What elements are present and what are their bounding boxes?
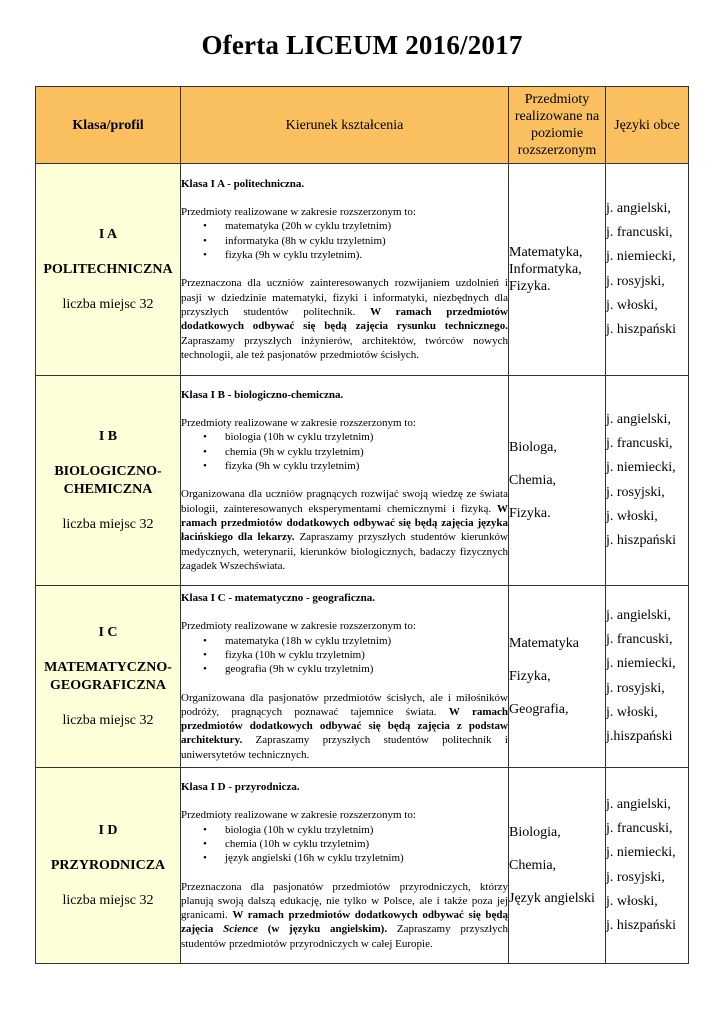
language: j. hiszpański: [606, 322, 676, 338]
list-item: • fizyka (9h w cyklu trzyletnim).: [225, 248, 508, 262]
description-title: Klasa I A - politechniczna.: [181, 177, 305, 190]
list-item: • chemia (9h w cyklu trzyletnim): [225, 445, 508, 459]
language: j. włoski,: [606, 893, 658, 909]
class-name: I D: [98, 822, 118, 838]
language: j. rosyjski,: [606, 680, 665, 696]
subject-list: [181, 823, 508, 866]
class-name: I B: [98, 428, 118, 444]
subjects-cell: [509, 586, 606, 768]
list-item: • geografia (9h w cyklu trzyletnim): [225, 662, 508, 676]
subject: Język angielski: [509, 891, 595, 906]
language: j. włoski,: [606, 704, 658, 720]
class-name: I A: [98, 226, 118, 242]
languages-cell: [606, 768, 689, 964]
subject: Fizyka,: [509, 669, 551, 684]
language: j. francuski,: [606, 435, 673, 451]
description-cell: [181, 768, 509, 964]
description-paragraph: Przeznaczona dla uczniów zainteresowanych rozwijaniem uzdolnień i pasji w dziedzinie matematyki, fizyki i informatyki, niezbędnych dla przyszłych studentów politechnik. W ramach przedmiotów dodatkowych odbywać się będą zajęcia rysunku technicznego. Zapraszamy przyszłych inżynierów, architektów, twórców nowych technologii, ale też pasjonatów przedmiotów ścisłych.: [181, 277, 508, 361]
language: j. włoski,: [606, 297, 658, 313]
seats-count: liczba miejsc 32: [62, 516, 154, 532]
list-item: • biologia (10h w cyklu trzyletnim): [225, 430, 508, 444]
language: j. angielski,: [606, 200, 671, 216]
table-row: [36, 768, 689, 964]
language: j. angielski,: [606, 796, 671, 812]
languages-cell: [606, 586, 689, 768]
description-cell: [181, 586, 509, 768]
language: j. rosyjski,: [606, 273, 665, 289]
language: j. francuski,: [606, 820, 673, 836]
language: j. włoski,: [606, 508, 658, 524]
subjects-cell: [509, 164, 606, 376]
subject-list: [181, 634, 508, 677]
class-cell: [36, 164, 181, 376]
description-paragraph: Przeznaczona dla pasjonatów przedmiotów przyrodniczych, którzy planują swoją dalszą edukację, nie tylko w Polsce, ale i także poza jej granicami. W ramach przedmiotów dodatkowych odbywać się będą zajęcia Science (w języku angielskim). Zapraszamy przyszłych studentów przedmiotów przyrodniczych w całej Europie.: [181, 880, 508, 950]
subject-list: [181, 430, 508, 473]
language: j. angielski,: [606, 607, 671, 623]
list-item: • fizyka (9h w cyklu trzyletnim): [225, 459, 508, 473]
language: j.hiszpański: [606, 729, 673, 745]
description-intro: Przedmioty realizowane w zakresie rozszerzonym to:: [181, 206, 416, 219]
subject: Matematyka,: [509, 245, 583, 260]
header-jezyki: Języki obce: [606, 87, 689, 164]
language: j. rosyjski,: [606, 869, 665, 885]
class-cell: [36, 376, 181, 586]
seats-count: liczba miejsc 32: [62, 296, 154, 312]
languages-cell: [606, 376, 689, 586]
language: j. hiszpański: [606, 918, 676, 934]
description-intro: Przedmioty realizowane w zakresie rozszerzonym to:: [181, 809, 416, 822]
subject: Geografia,: [509, 702, 569, 717]
header-kierunek: Kierunek kształcenia: [181, 87, 509, 164]
languages-cell: [606, 164, 689, 376]
subject: Chemia,: [509, 473, 557, 488]
offer-table: [35, 86, 689, 964]
subject: Informatyka,: [509, 262, 582, 277]
subjects-cell: [509, 376, 606, 586]
description-paragraph: Organizowana dla uczniów pragnących rozwijać swoją wiedzę ze świata biologii, zainteresowanych eksperymentami chemicznymi i fizyką. W ramach przedmiotów dodatkowych odbywać się będą zajęcia języka łacińskiego dla lekarzy. Zapraszamy przyszłych studentów kierunków medycznych, weterynarii, kierunków biologicznych, badaczy fizycznych zagadek Wszechświata.: [181, 488, 508, 572]
description-title: Klasa I D - przyrodnicza.: [181, 781, 300, 794]
language: j. niemiecki,: [606, 249, 676, 265]
language: j. francuski,: [606, 224, 673, 240]
class-name: I C: [98, 624, 118, 640]
subjects-cell: [509, 768, 606, 964]
class-cell: [36, 586, 181, 768]
description-cell: [181, 164, 509, 376]
class-cell: [36, 768, 181, 964]
profile-name: POLITECHNICZNA: [43, 261, 173, 277]
list-item: • matematyka (20h w cyklu trzyletnim): [225, 219, 508, 233]
description-intro: Przedmioty realizowane w zakresie rozszerzonym to:: [181, 620, 416, 633]
table-row: [36, 376, 689, 586]
list-item: • matematyka (18h w cyklu trzyletnim): [225, 634, 508, 648]
profile-name: BIOLOGICZNO-CHEMICZNA: [54, 463, 162, 497]
language: j. niemiecki,: [606, 845, 676, 861]
subject-list: [181, 219, 508, 262]
header-row: [36, 87, 689, 164]
profile-name: MATEMATYCZNO-GEOGRAFICZNA: [44, 659, 172, 693]
subject: Biologa,: [509, 440, 557, 455]
description-title: Klasa I C - matematyczno - geograficzna.: [181, 592, 375, 605]
profile-name: PRZYRODNICZA: [50, 857, 166, 873]
seats-count: liczba miejsc 32: [62, 892, 154, 908]
subject: Biologia,: [509, 825, 561, 840]
subject: Fizyka.: [509, 279, 551, 294]
table-row: [36, 586, 689, 768]
subject: Fizyka.: [509, 506, 551, 521]
language: j. angielski,: [606, 411, 671, 427]
subject: Matematyka: [509, 636, 579, 651]
description-intro: Przedmioty realizowane w zakresie rozszerzonym to:: [181, 417, 416, 430]
list-item: • informatyka (8h w cyklu trzyletnim): [225, 234, 508, 248]
list-item: • biologia (10h w cyklu trzyletnim): [225, 823, 508, 837]
list-item: • fizyka (10h w cyklu trzyletnim): [225, 648, 508, 662]
page-title: Oferta LICEUM 2016/2017: [201, 30, 523, 60]
list-item: • chemia (10h w cyklu trzyletnim): [225, 837, 508, 851]
language: j. niemiecki,: [606, 656, 676, 672]
seats-count: liczba miejsc 32: [62, 712, 154, 728]
description-cell: [181, 376, 509, 586]
header-przedmioty: Przedmioty realizowane na poziomie rozszerzonym: [509, 87, 606, 164]
list-item: • język angielski (16h w cyklu trzyletnim): [225, 851, 508, 865]
description-paragraph: Organizowana dla pasjonatów przedmiotów ścisłych, ale i miłośników podróży, pragnących poznawać tajemnice świata. W ramach przedmiotów dodatkowych odbywać się będą zajęcia z podstaw architektury. Zapraszamy przyszłych studentów politechnik i uniwersytetów technicznych.: [181, 691, 508, 761]
language: j. niemiecki,: [606, 460, 676, 476]
description-title: Klasa I B - biologiczno-chemiczna.: [181, 388, 344, 401]
language: j. hiszpański: [606, 533, 676, 549]
table-row: [36, 164, 689, 376]
header-klasa: Klasa/profil: [36, 87, 181, 164]
subject: Chemia,: [509, 858, 557, 873]
language: j. rosyjski,: [606, 484, 665, 500]
language: j. francuski,: [606, 631, 673, 647]
